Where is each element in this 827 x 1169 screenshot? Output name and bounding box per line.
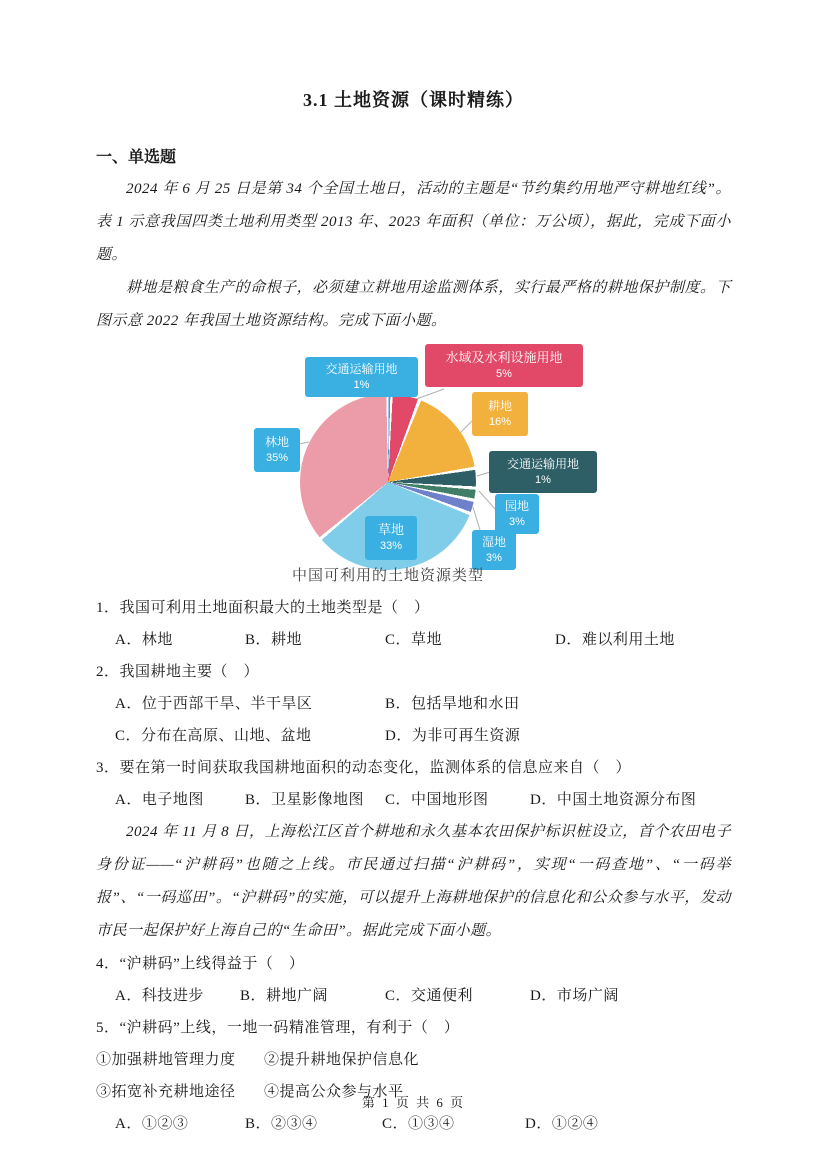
pie-label-value: 35% (265, 451, 289, 464)
q1-option-d: D．难以利用土地 (555, 632, 675, 648)
pie-label-water-facilities (425, 344, 583, 387)
q4-option-b: B．耕地广阔 (240, 988, 329, 1004)
q5-option-c: C．①③④ (382, 1116, 455, 1132)
intro-paragraph-1: 2024 年 6 月 25 日是第 34 个全国土地日，活动的主题是“节约集约用地严守耕地红线”。表 1 示意我国四类土地利用类型 2013 年、2023 年面积（单位：万公顷），据此，完成下面小题。 (96, 181, 731, 263)
pie-label-value: 16% (488, 415, 512, 428)
question-4 (96, 948, 731, 1012)
q2-option-b: B．包括旱地和水田 (385, 696, 520, 712)
q4-option-d: D．市场广阔 (530, 988, 619, 1004)
pie-label-text: 交通运输用地 (325, 362, 398, 377)
q2-option-c: C．分布在高原、山地、盆地 (115, 728, 312, 744)
pie-label-text: 林地 (264, 435, 289, 450)
question-5-items-row1 (96, 1044, 731, 1076)
question-2 (96, 656, 731, 752)
q1-option-a: A．林地 (115, 632, 173, 648)
question-1-options (96, 624, 731, 656)
page-content (0, 144, 827, 1140)
question-3-stem: 3．要在第一时间获取我国耕地面积的动态变化，监测体系的信息应来自（ ） (96, 760, 632, 776)
q5-option-a: A．①②③ (115, 1116, 189, 1132)
question-1-stem: 1．我国可利用土地面积最大的土地类型是（ ） (96, 600, 430, 616)
q5-option-d: D．①②④ (525, 1116, 599, 1132)
pie-label-value: 3% (509, 515, 525, 528)
pie-label-transport-right (489, 451, 597, 493)
pie-chart (168, 344, 638, 592)
pie-label-text: 草地 (377, 522, 404, 538)
question-1 (96, 592, 731, 656)
q5-item-4: ④提高公众参与水平 (264, 1084, 404, 1100)
q3-option-c: C．中国地形图 (385, 792, 489, 808)
pie-label-text: 交通运输用地 (506, 457, 579, 472)
question-2-stem: 2．我国耕地主要（ ） (96, 664, 260, 680)
pie-label-text: 耕地 (487, 399, 512, 414)
question-3 (96, 752, 731, 816)
q2-option-a: A．位于西部干旱、半干旱区 (115, 696, 313, 712)
pie-label-forest (254, 428, 300, 472)
pie-label-text: 水域及水利设施用地 (445, 349, 563, 365)
page-title: 3.1 土地资源（课时精练） (303, 90, 524, 110)
pie-label-value: 1% (353, 378, 370, 391)
question-4-options (96, 980, 731, 1012)
chart-title: 中国可利用的土地资源类型 (291, 567, 484, 584)
q3-option-d: D．中国土地资源分布图 (530, 792, 697, 808)
page-footer: 第 1 页 共 6 页 (361, 1095, 466, 1110)
q2-option-d: D．为非可再生资源 (385, 728, 521, 744)
q1-option-b: B．耕地 (245, 632, 303, 648)
question-2-options-row1 (96, 688, 731, 720)
section-heading: 一、单选题 (96, 149, 177, 166)
pie-label-transport-top (305, 357, 418, 397)
question-5-options (96, 1108, 731, 1140)
pie-label-text: 湿地 (481, 535, 506, 550)
question-5-stem: 5．“沪耕码”上线，一地一码精准管理，有利于（ ） (96, 1020, 460, 1036)
question-3-options (96, 784, 731, 816)
pie-label-value: 33% (379, 540, 403, 553)
q4-option-a: A．科技进步 (115, 988, 204, 1004)
pie-label-value: 5% (496, 367, 512, 380)
pie-label-text: 园地 (504, 499, 529, 514)
intro-paragraph-3: 2024 年 11 月 8 日，上海松江区首个耕地和永久基本农田保护标识桩设立，首个农田电子身份证——“沪耕码”也随之上线。市民通过扫描“沪耕码”，实现“一码查地”、“一码举报”、“一码巡田”。“沪耕码”的实施，可以提升上海耕地保护的信息化和公众参与水平，发动市民一起保护好上海自己的“生命田”。据此完成下面小题。 (96, 824, 731, 939)
q5-option-b: B．②③④ (245, 1116, 318, 1132)
q4-option-c: C．交通便利 (385, 988, 474, 1004)
pie-label-garden (495, 494, 539, 534)
pie-label-value: 1% (535, 473, 551, 486)
intro-paragraph-2: 耕地是粮食生产的命根子，必须建立耕地用途监测体系，实行最严格的耕地保护制度。下图示意 2022 年我国土地资源结构。完成下面小题。 (96, 280, 731, 329)
q5-item-1: ①加强耕地管理力度 (96, 1052, 236, 1068)
questions-area (96, 592, 731, 1140)
pie-label-value: 3% (486, 551, 502, 564)
q3-option-a: A．电子地图 (115, 792, 204, 808)
question-4-stem: 4．“沪耕码”上线得益于（ ） (96, 956, 305, 972)
q1-option-c: C．草地 (385, 632, 443, 648)
pie-label-cropland (472, 392, 528, 436)
pie-label-grassland (365, 516, 417, 560)
q5-item-2: ②提升耕地保护信息化 (264, 1052, 420, 1068)
q3-option-b: B．卫星影像地图 (245, 792, 365, 808)
question-5 (96, 1012, 731, 1140)
q5-item-3: ③拓宽补充耕地途径 (96, 1084, 236, 1100)
question-2-options-row2 (96, 720, 731, 752)
